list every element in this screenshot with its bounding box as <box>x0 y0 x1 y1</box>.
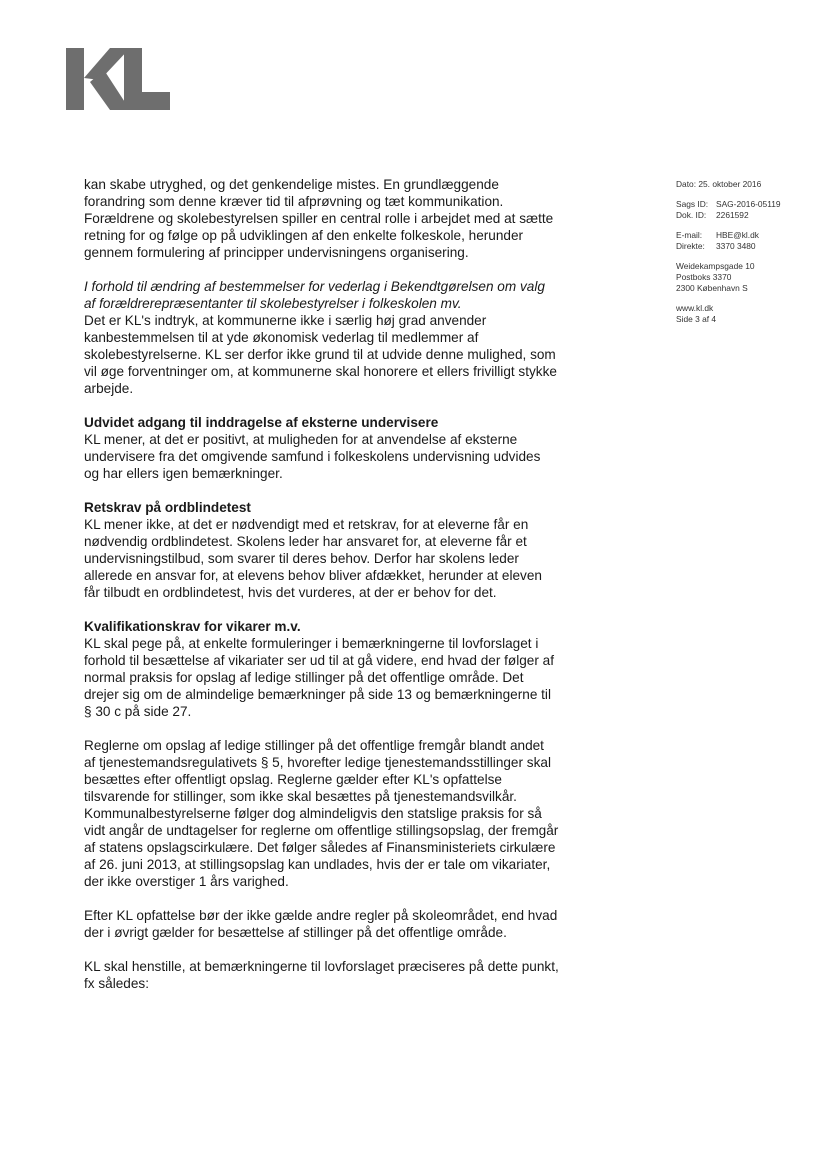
paragraph-skoleomraadet: Efter KL opfattelse bør der ikke gælde andre regler på skoleområdet, end hvad der i øvrigt gælder for besættelse af stillinger på det offentlige område. <box>84 908 558 940</box>
meta-dok-id-label: Dok. ID: <box>676 210 707 220</box>
meta-date <box>676 179 816 190</box>
meta-address-line3: 2300 København S <box>676 283 748 293</box>
meta-address-group <box>676 261 816 294</box>
meta-page-number: Side 3 af 4 <box>676 314 717 324</box>
section-vederlag-text: Det er KL's indtryk, at kommunerne ikke i særlig høj grad anvender kanbestemmelsen til at yde økonomisk vederlag til medlemmer af skolebestyrelserne. KL ser derfor ikke grund til at udvide denne mulighed, som vil øge forventninger om, at kommunerne skal honorere et ellers frivilligt stykke arbejde. <box>84 313 557 396</box>
meta-direkte-value: 3370 3480 <box>716 241 756 251</box>
section-vederlag <box>84 278 559 397</box>
meta-sags-id-value: SAG-2016-05119 <box>716 199 781 209</box>
meta-date-value: 25. oktober 2016 <box>698 179 762 189</box>
kl-logo <box>66 44 170 112</box>
meta-address-line2: Postboks 3370 <box>676 272 732 282</box>
paragraph-henstilling: KL skal henstille, at bemærkningerne til lovforslaget præciseres på dette punkt, fx således: <box>84 959 559 991</box>
meta-date-label: Dato: <box>676 179 697 189</box>
section-eksterne-undervisere-text: KL mener, at det er positivt, at muligheden for at anvendelse af eksterne undervisere fra det omgivende samfund i folkeskolens undervisning udvides og har ellers igen bemærkninger. <box>84 432 541 481</box>
meta-contact-group <box>676 230 816 252</box>
meta-dok-id <box>676 210 816 221</box>
meta-email <box>676 230 816 241</box>
meta-direkte-label: Direkte: <box>676 241 705 251</box>
section-ordblindetest-heading: Retskrav på ordblindetest <box>84 500 251 515</box>
letter-body <box>84 176 559 1009</box>
section-eksterne-undervisere <box>84 414 559 482</box>
section-vikarer-heading: Kvalifikationskrav for vikarer m.v. <box>84 619 301 634</box>
section-vederlag-heading: I forhold til ændring af bestemmelser for vederlag i Bekendtgørelsen om valg af forældrerepræsentanter til skolebestyrelser i folkeskolen mv. <box>84 279 545 311</box>
meta-ids-group <box>676 199 816 221</box>
meta-date-group <box>676 179 816 190</box>
meta-footer-group <box>676 303 816 325</box>
section-ordblindetest-text: KL mener ikke, at det er nødvendigt med et retskrav, for at eleverne får en nødvendig ordblindetest. Skolens leder har ansvaret for, at eleverne får et undervisningstilbud, som svarer til deres behov. Derfor har skolens leder allerede en ansvar for, at elevens behov bliver afdækket, herunder at eleven får tilbudt en ordblindetest, hvis det vurderes, at der er behov for det. <box>84 517 542 600</box>
meta-direkte <box>676 241 816 252</box>
section-vikarer-text: KL skal pege på, at enkelte formuleringer i bemærkningerne til lovforslaget i forhold til besættelse af vikariater ser ud til at gå videre, end hvad der følger af normal praksis for opslag af ledige stillinger på det offentlige område. Det drejer sig om de almindelige bemærkninger på side 13 og bemærkningerne til § 30 c på side 27. <box>84 636 554 719</box>
meta-dok-id-value: 2261592 <box>716 210 749 220</box>
meta-sags-id-label: Sags ID: <box>676 199 709 209</box>
letter-metadata <box>676 179 816 334</box>
kl-logo-mark <box>66 44 170 112</box>
section-ordblindetest <box>84 499 559 601</box>
meta-email-label: E-mail: <box>676 230 703 240</box>
meta-email-value: HBE@kl.dk <box>716 230 759 240</box>
section-eksterne-undervisere-heading: Udvidet adgang til inddragelse af eksterne undervisere <box>84 415 439 430</box>
paragraph-opslag: Reglerne om opslag af ledige stillinger på det offentlige fremgår blandt andet af tjenestemandsregulativets § 5, hvorefter ledige tjenestemandsstillinger skal besættes efter offentligt opslag. Reglerne gælder efter KL's opfattelse tilsvarende for stillinger, som ikke skal besættes på tjenestemandsvilkår. Kommunalbestyrelserne følger dog almindeligvis den statslige praksis for så vidt angår de undtagelser for reglerne om offentlige stillingsopslag, der fremgår af statens opslagscirkulære. Det følger således af Finansministeriets cirkulære af 26. juni 2013, at stillingsopslag kan undlades, hvis der er tale om vikariater, der ikke overstiger 1 års varighed. <box>84 738 559 889</box>
meta-sags-id <box>676 199 816 210</box>
section-vikarer <box>84 618 559 720</box>
meta-website: www.kl.dk <box>676 303 714 313</box>
intro-paragraph: kan skabe utryghed, og det genkendelige mistes. En grundlæggende forandring som denne kræver tid til afprøvning og tæt kommunikation. Forældrene og skolebestyrelsen spiller en central rolle i arbejdet med at sætte retning for og følge op på udviklingen af den enkelte folkeskole, herunder gennem formulering af principper undervisningens organisering. <box>84 177 554 260</box>
meta-address-line1: Weidekampsgade 10 <box>676 261 755 271</box>
